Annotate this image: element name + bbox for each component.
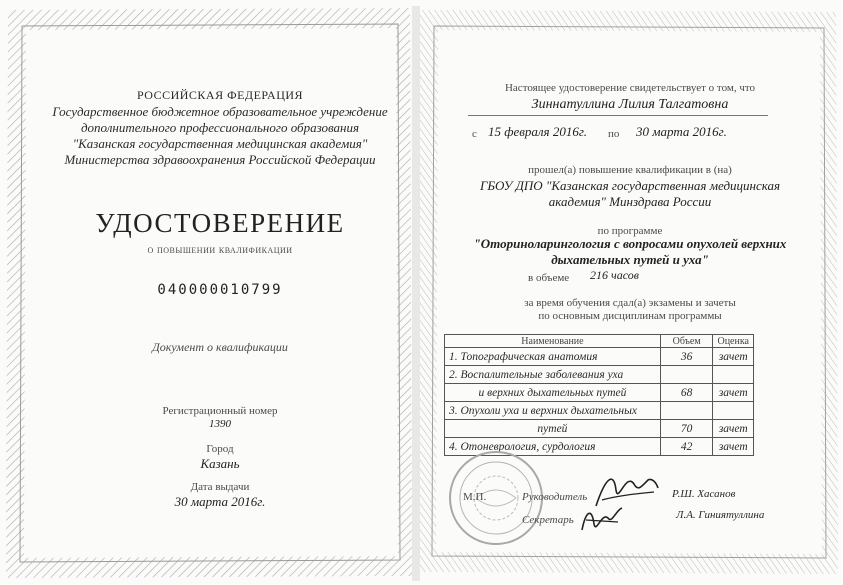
institution-line-1: ГБОУ ДПО "Казанская государственная медицинская bbox=[479, 178, 781, 193]
org-line-4: Министерства здравоохранения Российской Федерации bbox=[64, 152, 376, 167]
table-row bbox=[445, 384, 754, 402]
program-line-1: "Оториноларингология с вопросами опухолей верхних bbox=[473, 236, 787, 251]
org-line-3: "Казанская государственная медицинская академия" bbox=[72, 136, 368, 151]
subject-grade: зачет bbox=[713, 438, 754, 456]
holder-name: Зиннатуллина Лилия Талгатовна bbox=[531, 97, 729, 112]
table-row bbox=[445, 402, 754, 420]
head-name: Р.Ш. Хасанов bbox=[672, 488, 736, 500]
institution-line-2: академия" Минздрава России bbox=[548, 194, 712, 209]
issue-date-label: Дата выдачи bbox=[190, 481, 250, 493]
holder-name-underline bbox=[468, 115, 768, 116]
subject-grade: зачет bbox=[713, 420, 754, 438]
table-row bbox=[445, 366, 754, 384]
from-date: 15 февраля 2016г. bbox=[488, 124, 588, 139]
to-label: по bbox=[608, 128, 620, 140]
program-label: по программе bbox=[597, 225, 663, 237]
stamp-place-label: М.П. bbox=[463, 491, 487, 503]
subject-grade bbox=[713, 366, 754, 384]
header-volume: Объем bbox=[660, 335, 713, 348]
subject-volume: 42 bbox=[660, 438, 713, 456]
issue-date-value: 30 марта 2016г. bbox=[174, 494, 266, 509]
passed-training-text: прошел(а) повышение квалификации в (на) bbox=[528, 164, 732, 176]
subject-volume bbox=[660, 402, 713, 420]
subject-name: путей bbox=[445, 420, 661, 438]
subject-name: 2. Воспалительные заболевания уха bbox=[445, 366, 661, 384]
subject-name: и верхних дыхательных путей bbox=[445, 384, 661, 402]
exams-text-1: за время обучения сдал(а) экзамены и зачеты bbox=[524, 297, 736, 309]
subject-name: 4. Отоневрология, сурдология bbox=[445, 438, 661, 456]
secretary-signature-icon bbox=[578, 500, 628, 538]
volume-value: 216 часов bbox=[590, 268, 639, 282]
grades-table bbox=[444, 334, 754, 456]
header-grade: Оценка bbox=[713, 335, 754, 348]
header-name: Наименование bbox=[445, 335, 661, 348]
country-name: РОССИЙСКАЯ ФЕДЕРАЦИЯ bbox=[136, 88, 304, 102]
table-row bbox=[445, 348, 754, 366]
to-date: 30 марта 2016г. bbox=[636, 124, 727, 139]
exams-text-2: по основным дисциплинам программы bbox=[538, 310, 722, 322]
org-line-2: дополнительного профессионального образования bbox=[80, 120, 360, 135]
city-label: Город bbox=[206, 443, 234, 455]
volume-label: в объеме bbox=[528, 272, 570, 284]
secretary-label: Секретарь bbox=[522, 514, 574, 526]
subject-volume: 36 bbox=[660, 348, 713, 366]
subject-name: 1. Топографическая анатомия bbox=[445, 348, 661, 366]
document-number: 040000010799 bbox=[157, 282, 283, 298]
secretary-name: Л.А. Гиниятуллина bbox=[676, 509, 765, 521]
grades-header-row bbox=[445, 335, 754, 348]
document-caption: Документ о квалификации bbox=[152, 340, 288, 354]
subject-volume: 68 bbox=[660, 384, 713, 402]
reg-number-value: 1390 bbox=[209, 418, 231, 430]
program-line-2: дыхательных путей и уха" bbox=[551, 252, 709, 267]
from-label: с bbox=[472, 128, 477, 140]
reg-number-label: Регистрационный номер bbox=[162, 405, 278, 417]
document-title: УДОСТОВЕРЕНИЕ bbox=[95, 208, 345, 238]
subject-grade: зачет bbox=[713, 348, 754, 366]
org-line-1: Государственное бюджетное образовательное учреждение bbox=[52, 104, 388, 119]
city-value: Казань bbox=[200, 456, 240, 471]
subject-volume: 70 bbox=[660, 420, 713, 438]
subject-grade: зачет bbox=[713, 384, 754, 402]
table-row bbox=[445, 420, 754, 438]
subject-volume bbox=[660, 366, 713, 384]
certifies-intro: Настоящее удостоверение свидетельствует о том, что bbox=[504, 82, 756, 94]
document-subtitle: о повышении квалификации bbox=[147, 244, 293, 256]
subject-grade bbox=[713, 402, 754, 420]
head-label: Руководитель bbox=[522, 491, 588, 503]
subject-name: 3. Опухоли уха и верхних дыхательных bbox=[445, 402, 661, 420]
